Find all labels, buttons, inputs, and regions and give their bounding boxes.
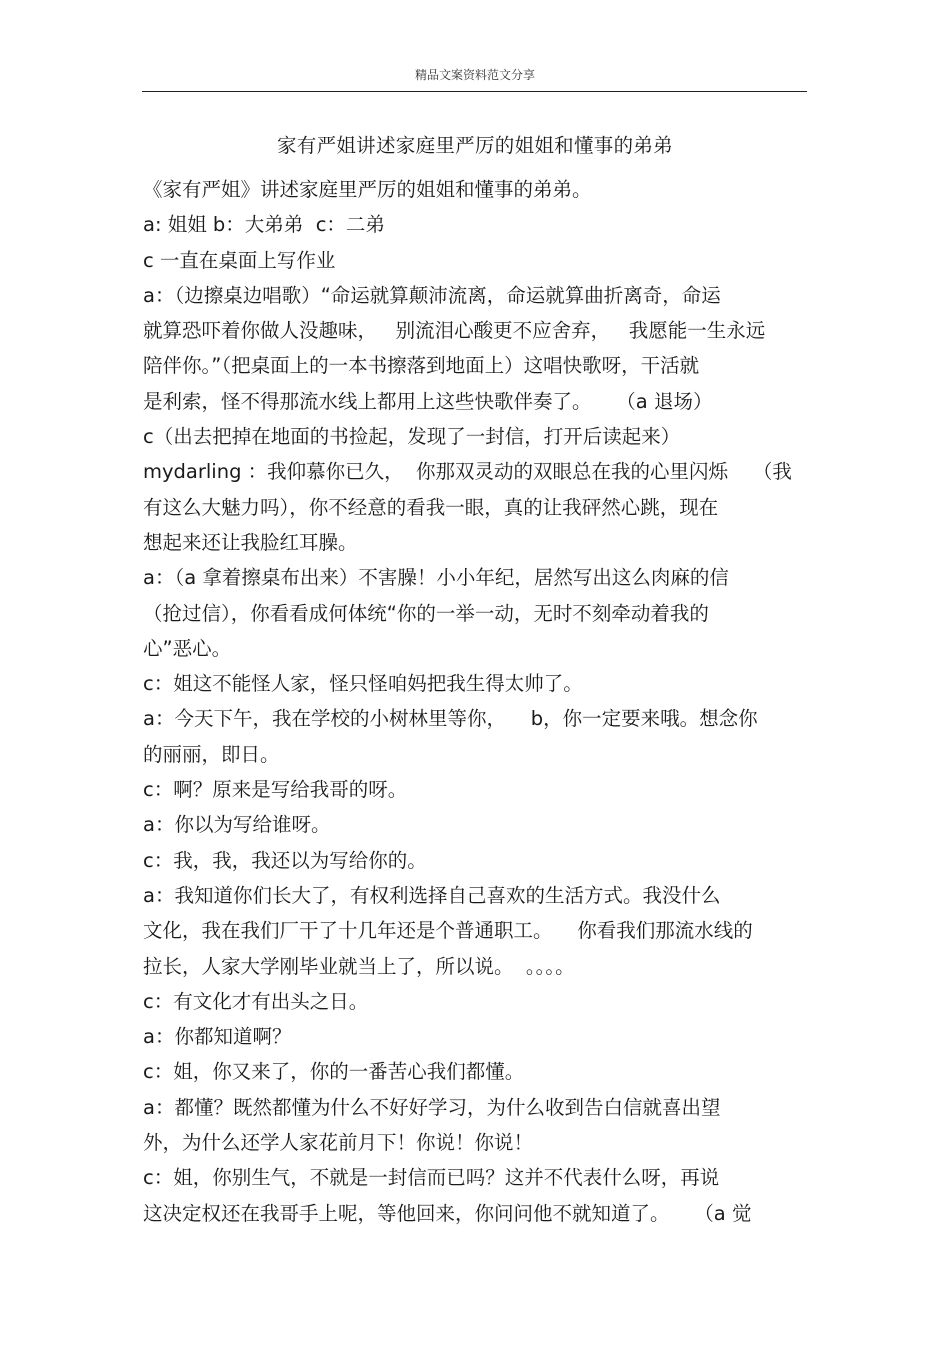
text-line: a：都懂？既然都懂为什么不好好学习，为什么收到告白信就喜出望 <box>143 1095 721 1119</box>
text-line: c：姐，你别生气，不就是一封信而已吗？这并不代表什么呀，再说 <box>143 1166 720 1190</box>
document-title: 家有严姐讲述家庭里严厉的姐姐和懂事的弟弟 <box>276 134 673 157</box>
text-line: c：我，我，我还以为写给你的。 <box>143 848 427 872</box>
page-header: 精品文案资料范文分享 <box>414 68 535 82</box>
text-line: mydarling ：我仰慕你已久， 你那双灵动的双眼总在我的心里闪烁 （我 <box>143 460 792 484</box>
text-line: 拉长，人家大学刚毕业就当上了，所以说。 。。。。 <box>143 954 575 978</box>
text-line: a：（a 拿着擦桌布出来）不害臊！小小年纪，居然写出这么肉麻的信 <box>143 566 729 590</box>
text-line: c：姐，你又来了，你的一番苦心我们都懂。 <box>143 1060 525 1084</box>
text-line: a：（边擦桌边唱歌）“命运就算颠沛流离，命运就算曲折离奇，命运 <box>143 283 721 307</box>
text-line: c 一直在桌面上写作业 <box>143 248 336 272</box>
text-line: 心”恶心。 <box>143 636 232 660</box>
text-line: c：啊？原来是写给我哥的呀。 <box>143 778 408 802</box>
text-line: 有这么大魅力吗），你不经意的看我一眼，真的让我砰然心跳，现在 <box>143 495 719 519</box>
text-line: a：你都知道啊？ <box>143 1025 292 1049</box>
text-line: 文化，我在我们厂干了十几年还是个普通职工。 你看我们那流水线的 <box>143 919 753 943</box>
document-body <box>143 172 813 1231</box>
text-line: a：你以为写给谁呀。 <box>143 813 331 837</box>
text-line: c：姐这不能怪人家，怪只怪咱妈把我生得太帅了。 <box>143 672 583 696</box>
text-line: 这决定权还在我哥手上呢，等他回来，你问问他不就知道了。 （a 觉 <box>143 1201 752 1225</box>
header-rule <box>142 91 807 92</box>
text-line: 就算恐吓着你做人没趣味， 别流泪心酸更不应舍弃， 我愿能一生永远 <box>143 319 766 343</box>
text-line: （抢过信），你看看成何体统“你的一举一动，无时不刻牵动着我的 <box>143 601 709 625</box>
text-line: c（出去把掉在地面的书捡起，发现了一封信，打开后读起来） <box>143 425 681 449</box>
text-line: 是利索，怪不得那流水线上都用上这些快歌伴奏了。 （a 退场） <box>143 389 713 413</box>
text-line: 《家有严姐》讲述家庭里严厉的姐姐和懂事的弟弟。 <box>143 178 592 201</box>
text-line: 陪伴你。”（把桌面上的一本书擦落到地面上）这唱快歌呀，干活就 <box>143 354 700 378</box>
text-line: 的丽丽，即日。 <box>143 742 280 766</box>
text-line: 外，为什么还学人家花前月下！你说！你说！ <box>143 1131 534 1155</box>
text-line: a: 姐姐 b：大弟弟 c：二弟 <box>143 213 385 237</box>
text-line: a：今天下午，我在学校的小树林里等你， b，你一定要来哦。想念你 <box>143 707 758 731</box>
text-line: a：我知道你们长大了，有权利选择自己喜欢的生活方式。我没什么 <box>143 883 721 907</box>
text-line: c：有文化才有出头之日。 <box>143 989 369 1013</box>
text-line: 想起来还让我脸红耳臊。 <box>143 530 358 554</box>
